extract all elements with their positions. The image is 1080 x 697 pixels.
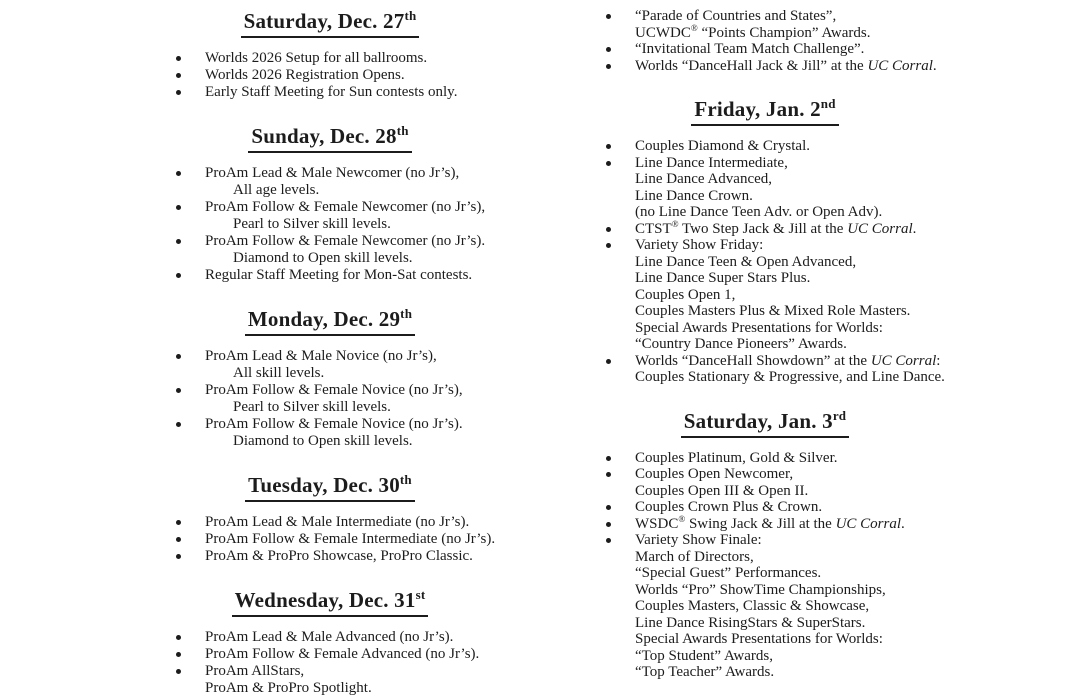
section-header (140, 306, 520, 336)
bullet-item (570, 155, 960, 172)
bullet-item-continuation (570, 254, 960, 271)
bullet-icon (606, 47, 611, 52)
schedule-text: ProAm Follow & Female Novice (no Jr’s). (205, 416, 463, 432)
bullet-item (140, 382, 520, 399)
ordinal-suffix: th (396, 123, 409, 138)
ordinal-suffix: rd (832, 407, 847, 423)
bullet-item-continuation (570, 171, 960, 188)
schedule-text: All skill levels. (233, 365, 325, 381)
bullet-icon (176, 635, 181, 640)
schedule-text: . (912, 220, 917, 237)
schedule-text: Couples Diamond & Crystal. (635, 138, 810, 154)
bullet-icon (606, 505, 611, 510)
schedule-text: Line Dance Crown. (635, 187, 753, 204)
schedule-text: Line Dance Super Stars Plus. (635, 270, 811, 286)
bullet-item (140, 663, 520, 680)
bullet-item (140, 84, 520, 101)
ordinal-suffix: th (400, 306, 413, 321)
bullet-item (140, 165, 520, 182)
bullet-item-continuation (140, 250, 520, 267)
bullet-item (570, 353, 960, 370)
bullet-item-continuation (140, 216, 520, 233)
schedule-text: Swing Jack & Jill at the (685, 515, 836, 532)
section-header (140, 587, 520, 617)
venue-name-italic: UC Corral (870, 352, 937, 369)
bullet-item-continuation (570, 204, 960, 221)
bullet-icon (606, 243, 611, 248)
schedule-text: Couples Open 1, (635, 286, 736, 303)
section-header-underline (681, 408, 849, 438)
bullet-item-continuation (570, 565, 960, 582)
bullet-item-continuation (570, 631, 960, 648)
schedule-text: Worlds “Pro” ShowTime Championships, (635, 581, 886, 598)
schedule-column-left (140, 0, 520, 696)
ordinal-suffix: nd (820, 96, 836, 111)
schedule-text: Line Dance Advanced, (635, 171, 773, 187)
schedule-text: ProAm Follow & Female Novice (no Jr’s), (205, 382, 463, 398)
bullet-item-continuation (570, 664, 960, 681)
schedule-text: Couples Stationary & Progressive, and Line Dance. (635, 369, 945, 385)
schedule-text: ProAm & ProPro Showcase, ProPro Classic. (205, 548, 473, 564)
bullet-item (140, 514, 520, 531)
bullet-item (570, 513, 960, 533)
schedule-text: CTST (635, 220, 672, 237)
registered-trademark-symbol: ® (678, 513, 686, 524)
bullet-icon (176, 388, 181, 393)
schedule-text: Pearl to Silver skill levels. (233, 399, 391, 415)
ordinal-suffix: st (415, 587, 426, 602)
bullet-item (570, 218, 960, 238)
bullet-icon (176, 90, 181, 95)
schedule-text: Worlds 2026 Setup for all ballrooms. (205, 50, 428, 66)
section-header-underline (245, 306, 415, 336)
bullet-item-continuation (570, 270, 960, 287)
schedule-text: Special Awards Presentations for Worlds: (635, 631, 883, 647)
bullet-item-continuation (570, 598, 960, 615)
section-header-underline (241, 8, 420, 38)
section-header-date: Sunday, Dec. 28 (251, 124, 397, 148)
section-header-underline (232, 587, 429, 617)
schedule-text: Diamond to Open skill levels. (233, 250, 413, 266)
bullet-item-continuation (570, 303, 960, 320)
bullet-item-continuation (140, 365, 520, 382)
section-header-date: Monday, Dec. 29 (247, 307, 401, 331)
bullet-item-continuation (140, 433, 520, 450)
bullet-icon (606, 538, 611, 543)
schedule-text: Couples Masters Plus & Mixed Role Masters. (635, 303, 911, 319)
bullet-item-continuation (570, 336, 960, 353)
section-header (140, 8, 520, 38)
schedule-text: Two Step Jack & Jill at the (678, 220, 848, 237)
schedule-text: . (901, 515, 905, 532)
bullet-icon (606, 161, 611, 166)
schedule-text: Worlds “DanceHall Jack & Jill” at the (635, 57, 868, 74)
bullet-icon (176, 73, 181, 78)
section-header-date: Tuesday, Dec. 30 (248, 473, 400, 497)
bullet-item (570, 138, 960, 155)
bullet-item (570, 532, 960, 549)
bullet-icon (606, 456, 611, 461)
bullet-icon (176, 354, 181, 359)
schedule-text: ProAm Lead & Male Intermediate (no Jr’s). (205, 514, 470, 530)
schedule-text: Couples Platinum, Gold & Silver. (635, 449, 838, 466)
schedule-text: “Top Teacher” Awards. (635, 664, 775, 680)
bullet-item-continuation (570, 22, 960, 42)
schedule-text: Line Dance RisingStars & SuperStars. (635, 614, 866, 631)
bullet-icon (176, 652, 181, 657)
bullet-item (570, 8, 960, 25)
schedule-text: “Points Champion” Awards. (697, 24, 871, 41)
bullet-icon (606, 14, 611, 19)
schedule-text: Early Staff Meeting for Sun contests only. (205, 84, 458, 100)
bullet-icon (176, 239, 181, 244)
bullet-item (140, 199, 520, 216)
bullet-item-continuation (570, 648, 960, 665)
schedule-text: ProAm AllStars, (205, 663, 305, 679)
bullet-item-continuation (570, 615, 960, 632)
bullet-item (570, 499, 960, 516)
bullet-item-continuation (140, 182, 520, 199)
schedule-text: ProAm Lead & Male Advanced (no Jr’s). (205, 629, 454, 645)
schedule-text: ProAm Follow & Female Newcomer (no Jr’s), (205, 199, 486, 215)
bullet-icon (176, 273, 181, 278)
bullet-item (140, 416, 520, 433)
schedule-text: March of Directors, (635, 548, 754, 565)
bullet-item (140, 267, 520, 284)
bullet-item (140, 233, 520, 250)
bullet-item-continuation (570, 188, 960, 205)
bullet-item (570, 450, 960, 467)
registered-trademark-symbol: ® (671, 218, 679, 229)
bullet-item-continuation (570, 287, 960, 304)
schedule-text: Couples Open III & Open II. (635, 482, 809, 499)
venue-name-italic: UC Corral (867, 57, 933, 74)
bullet-item (140, 50, 520, 67)
schedule-text: “Special Guest” Performances. (635, 565, 822, 581)
section-header-underline (691, 96, 838, 126)
bullet-item (140, 646, 520, 663)
bullet-item (140, 629, 520, 646)
bullet-icon (176, 520, 181, 525)
bullet-item-continuation (570, 582, 960, 599)
schedule-text: Diamond to Open skill levels. (233, 433, 413, 449)
bullet-icon (176, 554, 181, 559)
bullet-icon (606, 522, 611, 527)
schedule-text: Pearl to Silver skill levels. (233, 216, 391, 232)
schedule-text: Regular Staff Meeting for Mon-Sat contests. (205, 267, 473, 283)
bullet-item-continuation (570, 483, 960, 500)
schedule-column-right (570, 0, 960, 680)
bullet-icon (606, 359, 611, 364)
schedule-text: Variety Show Friday: (635, 237, 764, 253)
bullet-icon (176, 537, 181, 542)
bullet-item (570, 41, 960, 58)
bullet-item-continuation (570, 320, 960, 337)
schedule-text: All age levels. (233, 182, 320, 198)
schedule-text: (no Line Dance Teen Adv. or Open Adv). (635, 204, 883, 220)
venue-name-italic: UC Corral (847, 220, 913, 237)
bullet-item (140, 548, 520, 565)
schedule-text: ProAm Lead & Male Newcomer (no Jr’s), (205, 165, 460, 181)
schedule-text: . (932, 57, 937, 74)
ordinal-suffix: th (404, 8, 417, 23)
bullet-item (140, 67, 520, 84)
schedule-text: “Top Student” Awards, (635, 647, 773, 664)
schedule-text: Worlds 2026 Registration Opens. (205, 67, 405, 83)
schedule-text: Couples Masters, Classic & Showcase, (635, 598, 870, 614)
section-header (570, 96, 960, 126)
bullet-item (140, 531, 520, 548)
schedule-text: ProAm Follow & Female Intermediate (no Jr’s). (205, 531, 496, 547)
bullet-item-continuation (140, 680, 520, 697)
schedule-text: ProAm Follow & Female Newcomer (no Jr’s). (205, 233, 486, 249)
schedule-text: Line Dance Teen & Open Advanced, (635, 253, 857, 270)
schedule-text: Special Awards Presentations for Worlds: (635, 319, 883, 336)
schedule-text: UCWDC (635, 24, 691, 41)
bullet-icon (176, 669, 181, 674)
schedule-text: ProAm Follow & Female Advanced (no Jr’s). (205, 646, 480, 662)
bullet-item-continuation (140, 399, 520, 416)
bullet-icon (606, 64, 611, 69)
schedule-text: “Invitational Team Match Challenge”. (635, 41, 865, 57)
section-header (140, 123, 520, 153)
schedule-text: Couples Crown Plus & Crown. (635, 499, 823, 515)
section-header-date: Wednesday, Dec. 31 (234, 588, 416, 612)
section-header-date: Saturday, Dec. 27 (243, 9, 405, 33)
schedule-text: ProAm & ProPro Spotlight. (205, 680, 372, 696)
registered-trademark-symbol: ® (690, 22, 698, 33)
bullet-item (140, 348, 520, 365)
bullet-icon (606, 472, 611, 477)
venue-name-italic: UC Corral (835, 515, 902, 532)
section-header-date: Saturday, Jan. 3 (683, 408, 833, 433)
schedule-text: ProAm Lead & Male Novice (no Jr’s), (205, 348, 437, 364)
bullet-icon (176, 422, 181, 427)
schedule-text: WSDC (635, 515, 679, 532)
bullet-icon (176, 205, 181, 210)
schedule-text: Worlds “DanceHall Showdown” at the (635, 352, 871, 369)
bullet-icon (606, 227, 611, 232)
bullet-icon (176, 56, 181, 61)
bullet-item (570, 466, 960, 483)
section-header-underline (248, 123, 411, 153)
schedule-text: Variety Show Finale: (635, 532, 762, 548)
ordinal-suffix: th (399, 472, 412, 487)
section-header-underline (245, 472, 415, 502)
schedule-text: Line Dance Intermediate, (635, 154, 788, 171)
schedule-text: : (936, 352, 941, 369)
bullet-item-continuation (570, 549, 960, 566)
section-header (140, 472, 520, 502)
bullet-icon (176, 171, 181, 176)
bullet-item-continuation (570, 369, 960, 386)
schedule-text: “Parade of Countries and States”, (635, 8, 837, 24)
bullet-item (570, 237, 960, 254)
schedule-text: “Country Dance Pioneers” Awards. (635, 336, 847, 352)
section-header-date: Friday, Jan. 2 (694, 97, 821, 121)
schedule-text: Couples Open Newcomer, (635, 466, 794, 482)
bullet-icon (606, 144, 611, 149)
bullet-item (570, 58, 960, 75)
section-header (570, 408, 960, 438)
